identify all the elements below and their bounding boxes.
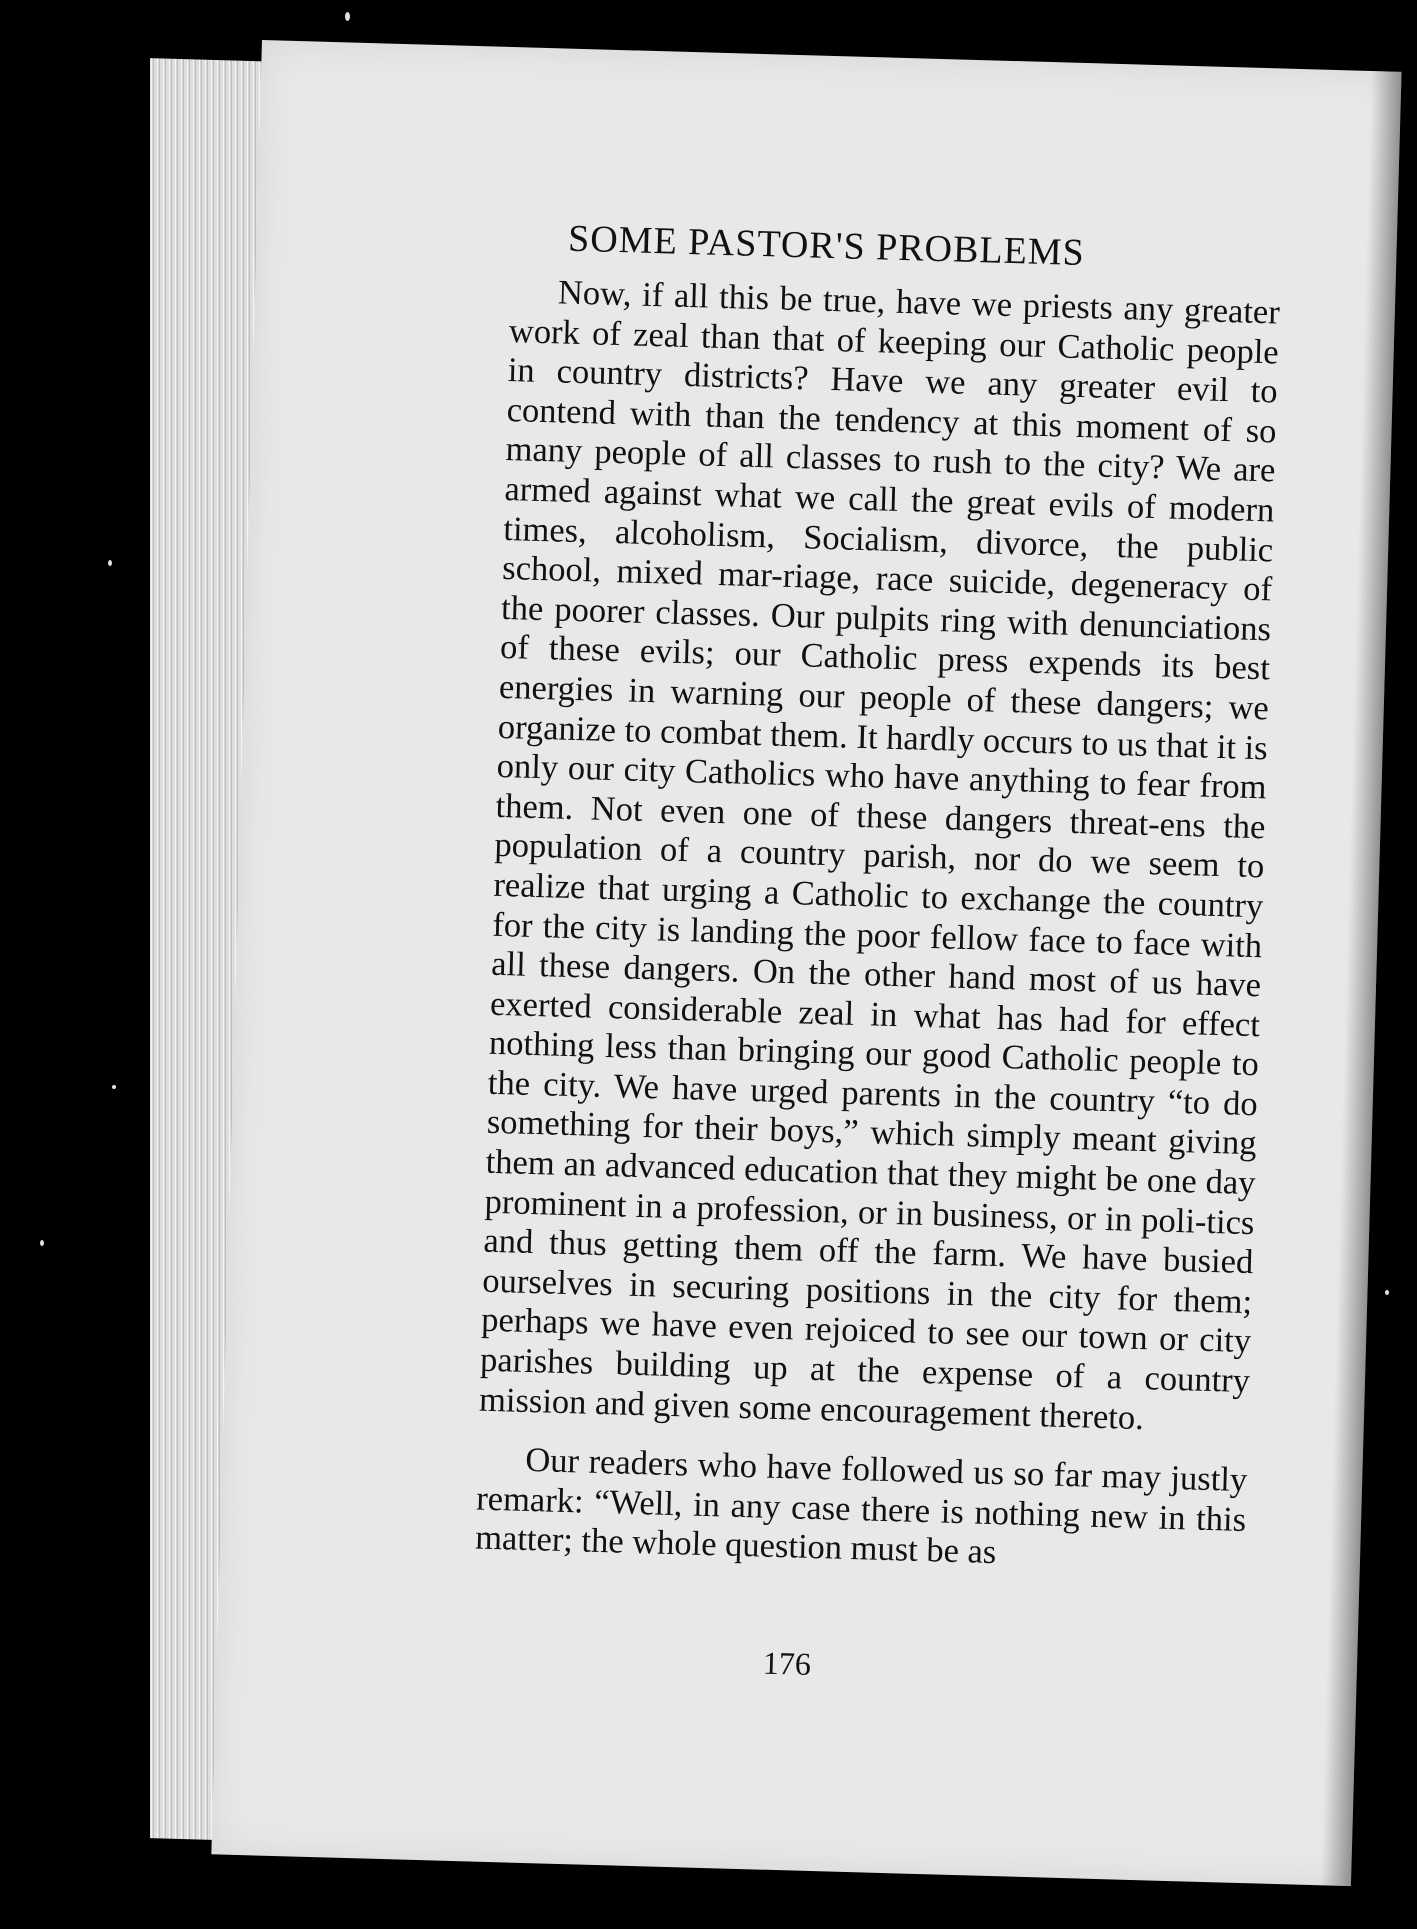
paragraph-2: Our readers who have followed us so far may justly remark: “Well, in any case there is nothing new in this matter; the whole question must be as	[474, 1441, 1248, 1572]
page-number: 176	[762, 1644, 812, 1682]
book-page	[211, 40, 1401, 1886]
gutter-shadow	[1321, 71, 1402, 1886]
dust-speck	[40, 1240, 44, 1246]
running-head: SOME PASTOR'S PROBLEMS	[567, 217, 1086, 275]
dust-speck	[108, 560, 112, 566]
dust-speck	[345, 12, 350, 21]
paragraph-1: Now, if all this be true, have we priests any greater work of zeal than that of keeping our Catholic people in country districts? Have we any greater evil to contend with than the tendency at this moment of so many people of all classes to rush to the city? We are armed against what we call the great evils of modern times, alcoholism, Socialism, divorce, the public school, mixed mar-riage, race suicide, degeneracy of the poorer classes. Our pulpits ring with denunciations of these evils; our Catholic press expends its best energies in warning our people of these dangers; we organize to combat them. It hardly occurs to us that it is only our city Catholics who have anything to fear from them. Not even one of these dangers threat-ens the population of a country parish, nor do we seem to realize that urging a Catholic to exchange the country for the city is landing the poor fellow face to face with all these dangers. On the other hand most of us have exerted considerable zeal in what has had for effect nothing less than bringing our good Catholic people to the city. We have urged parents in the country “to do something for their boys,” which simply meant giving them an advanced education that they might be one day prominent in a profession, or in business, or in poli-tics and thus getting them off the farm. We have busied ourselves in securing positions in the city for them; perhaps we have even rejoiced to see our town or city parishes building up at the expense of a country mission and given some encouragement thereto.	[478, 273, 1281, 1437]
body-text	[475, 272, 1281, 1580]
dust-speck	[1385, 1290, 1389, 1295]
dust-speck	[112, 1085, 116, 1089]
